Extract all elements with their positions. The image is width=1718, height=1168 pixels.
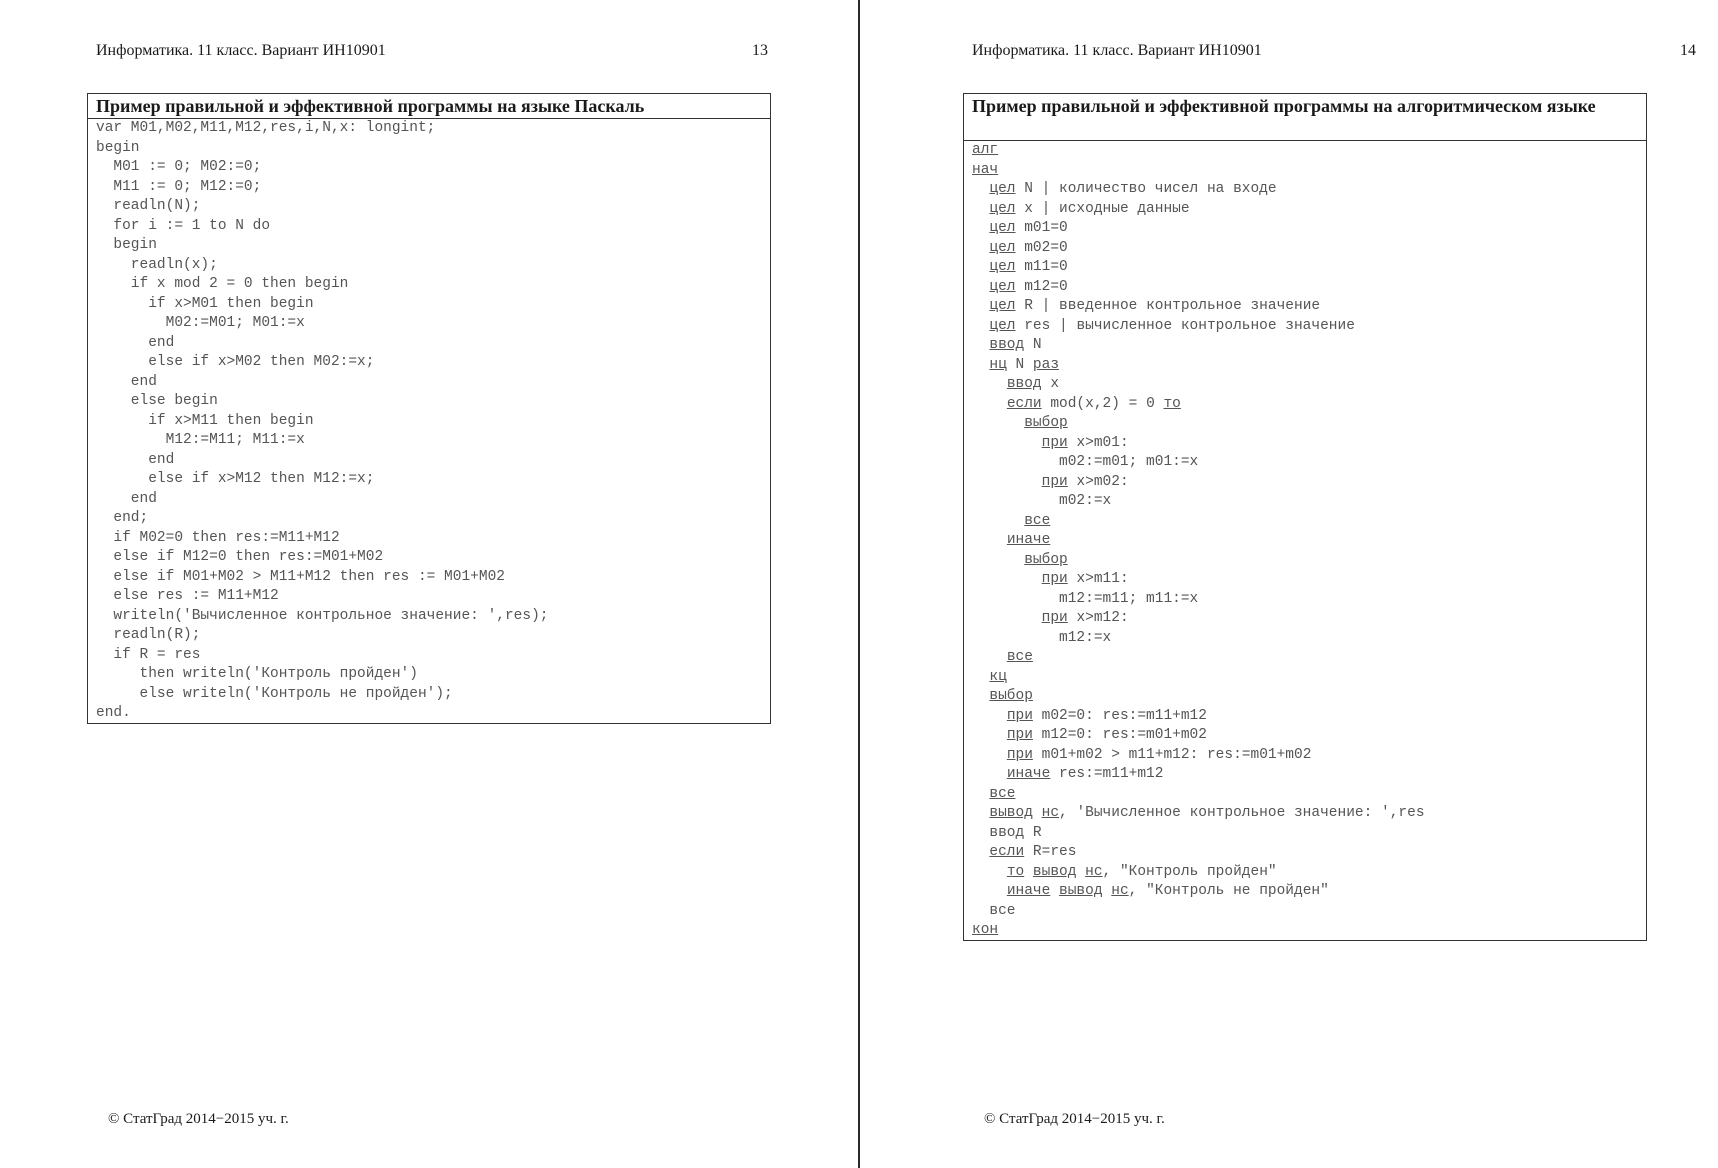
code-line: var M01,M02,M11,M12,res,i,N,x: longint; <box>96 120 436 136</box>
code-line: нач <box>972 161 999 178</box>
code-line: при x>m12: <box>1041 610 1129 626</box>
code-line: else if x>M02 then M02:=x; <box>96 354 375 370</box>
code-line: M11 := 0; M12:=0; <box>96 178 262 195</box>
page-number: 14 <box>1680 42 1696 59</box>
pascal-program-box <box>87 93 771 724</box>
code-line: кон <box>972 922 999 938</box>
code-line: readln(N); <box>96 198 201 214</box>
algorithmic-box-title: Пример правильной и эффективной программы на алгоритмическом языке <box>964 94 1646 141</box>
code-line: цел m02=0 <box>989 239 1068 256</box>
code-line: for i := 1 to N do <box>96 217 271 234</box>
code-line: если R=res <box>989 844 1077 860</box>
page-divider <box>858 0 860 1168</box>
page-header-title: Информатика. 11 класс. Вариант ИН10901 <box>96 42 386 59</box>
code-line: все <box>1024 512 1051 529</box>
code-line: else res := M11+M12 <box>96 588 279 604</box>
algorithmic-program-box <box>963 93 1647 941</box>
code-line: end <box>96 373 157 390</box>
code-line: else if x>M12 then M12:=x; <box>96 471 375 487</box>
code-line: else if M12=0 then res:=M01+M02 <box>96 549 384 565</box>
code-line: вывод нс, 'Вычисленное контрольное значение: ',res <box>989 805 1425 821</box>
code-line: begin <box>96 237 157 253</box>
code-line: ввод R <box>989 824 1042 841</box>
code-line: else if M01+M02 > M11+M12 then res := M01+M02 <box>96 568 505 585</box>
code-line: else writeln('Контроль не пройден'); <box>96 685 453 702</box>
code-line: ввод N <box>989 337 1042 353</box>
left-page <box>0 0 858 1168</box>
code-line: цел R | введенное контрольное значение <box>989 298 1321 314</box>
code-line: writeln('Вычисленное контрольное значение: ',res); <box>96 607 549 624</box>
code-line: if x>M01 then begin <box>96 295 314 312</box>
code-line: то вывод нс, "Контроль пройден" <box>1006 863 1277 880</box>
code-line: M02:=M01; M01:=x <box>96 315 305 331</box>
code-line: если mod(x,2) = 0 то <box>1006 395 1181 412</box>
code-line: цел x | исходные данные <box>989 200 1190 217</box>
pascal-code-listing <box>88 119 770 724</box>
page-number: 13 <box>752 42 768 59</box>
code-line: все <box>1006 649 1033 665</box>
code-line: if R = res <box>96 646 201 663</box>
code-line: m12:=x <box>1059 629 1112 646</box>
code-line: при x>m01: <box>1041 434 1129 451</box>
code-line: при m02=0: res:=m11+m12 <box>1006 707 1207 724</box>
code-line: m02:=x <box>1059 493 1112 509</box>
code-line: цел m11=0 <box>989 259 1068 275</box>
code-line: if x>M11 then begin <box>96 412 314 429</box>
code-line: алг <box>972 142 999 158</box>
code-line: else begin <box>96 393 218 409</box>
code-line: цел res | вычисленное контрольное значение <box>989 317 1355 334</box>
code-line: выбор <box>1024 415 1068 431</box>
code-line: if x mod 2 = 0 then begin <box>96 276 349 292</box>
page-footer: © СтатГрад 2014−2015 уч. г. <box>108 1111 289 1127</box>
code-line: выбор <box>1024 551 1068 568</box>
code-line: end; <box>96 510 149 526</box>
code-line: ввод x <box>1006 376 1060 392</box>
code-line: m12:=m11; m11:=x <box>1059 590 1199 607</box>
code-line: M12:=M11; M11:=x <box>96 432 305 448</box>
pascal-box-title: Пример правильной и эффективной программы на языке Паскаль <box>88 94 770 119</box>
code-line: if M02=0 then res:=M11+M12 <box>96 529 340 546</box>
code-line: цел m01=0 <box>989 220 1068 236</box>
code-line: при m12=0: res:=m01+m02 <box>1006 727 1207 743</box>
code-line: при x>m02: <box>1041 473 1129 490</box>
code-line: иначе res:=m11+m12 <box>1006 766 1164 782</box>
right-page <box>862 0 1718 1168</box>
code-line: иначе <box>1006 532 1051 548</box>
code-line: end. <box>96 705 131 721</box>
code-line: все <box>989 902 1016 919</box>
code-line: end <box>96 334 175 351</box>
code-line: выбор <box>989 688 1033 704</box>
code-line: иначе вывод нс, "Контроль не пройден" <box>1006 883 1329 899</box>
code-line: end <box>96 490 157 507</box>
code-line: m02:=m01; m01:=x <box>1059 454 1199 470</box>
code-line: нц N раз <box>989 356 1060 373</box>
code-line: при m01+m02 > m11+m12: res:=m01+m02 <box>1006 746 1312 763</box>
code-line: begin <box>96 139 140 156</box>
code-line: все <box>989 785 1016 802</box>
code-line: при x>m11: <box>1041 571 1129 587</box>
code-line: end <box>96 451 175 468</box>
algorithmic-code-listing <box>964 141 1646 941</box>
code-line: readln(R); <box>96 627 201 643</box>
code-line: then writeln('Контроль пройден') <box>96 666 418 682</box>
page-header-title: Информатика. 11 класс. Вариант ИН10901 <box>972 42 1262 59</box>
code-line: readln(x); <box>96 256 218 273</box>
code-line: M01 := 0; M02:=0; <box>96 159 262 175</box>
code-line: кц <box>989 668 1007 685</box>
page-footer: © СтатГрад 2014−2015 уч. г. <box>984 1111 1165 1127</box>
code-line: цел m12=0 <box>989 278 1068 295</box>
code-line: цел N | количество чисел на входе <box>989 181 1277 197</box>
